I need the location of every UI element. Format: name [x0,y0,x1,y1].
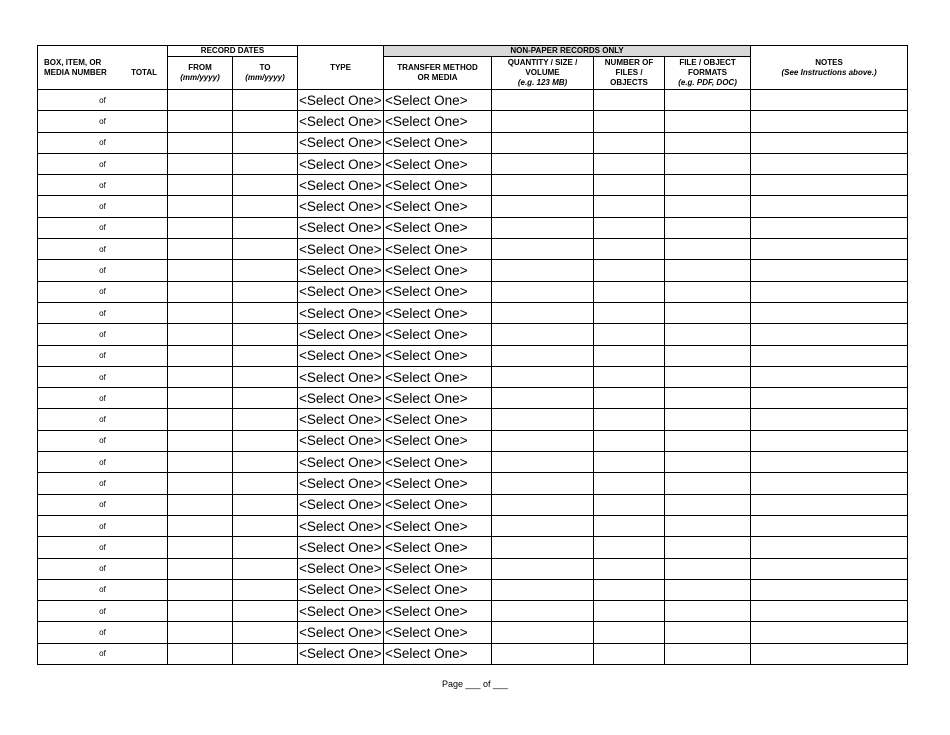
quantity-cell[interactable] [492,515,594,536]
formats-cell[interactable] [665,111,751,132]
type-select[interactable]: <Select One> [298,622,384,643]
from-date-cell[interactable] [168,153,233,174]
to-date-cell[interactable] [233,409,298,430]
table-row [38,579,908,600]
formats-cell[interactable] [665,302,751,323]
notes-cell[interactable] [751,473,908,494]
transfer-method-select[interactable]: <Select One> [384,366,492,387]
quantity-cell[interactable] [492,302,594,323]
type-select[interactable]: <Select One> [298,90,384,111]
transfer-method-select[interactable]: <Select One> [384,388,492,409]
quantity-cell[interactable] [492,153,594,174]
box-number-cell[interactable]: of [38,239,168,260]
quantity-cell[interactable] [492,260,594,281]
from-date-cell[interactable] [168,409,233,430]
notes-cell[interactable] [751,366,908,387]
formats-cell[interactable] [665,494,751,515]
type-select[interactable]: <Select One> [298,217,384,238]
num-files-cell[interactable] [594,196,665,217]
num-files-cell[interactable] [594,643,665,664]
from-date-cell[interactable] [168,260,233,281]
from-label: FROM [188,63,212,72]
to-date-cell[interactable] [233,239,298,260]
table-row [38,643,908,664]
formats-cell[interactable] [665,601,751,622]
box-number-cell[interactable]: of [38,601,168,622]
type-select[interactable]: <Select One> [298,111,384,132]
transfer-method-select[interactable]: <Select One> [384,409,492,430]
to-format: (mm/yyyy) [245,73,285,82]
table-row [38,153,908,174]
num-files-cell[interactable] [594,579,665,600]
box-number-cell[interactable]: of [38,494,168,515]
from-format: (mm/yyyy) [180,73,220,82]
non-paper-header: NON-PAPER RECORDS ONLY [384,46,751,57]
transfer-method-select[interactable]: <Select One> [384,515,492,536]
table-row [38,196,908,217]
transfer-method-select[interactable]: <Select One> [384,452,492,473]
from-date-cell[interactable] [168,217,233,238]
to-date-cell[interactable] [233,643,298,664]
box-number-cell[interactable]: of [38,324,168,345]
notes-sub: (See Instructions above.) [781,67,877,77]
transfer-method-select[interactable]: <Select One> [384,260,492,281]
type-select[interactable]: <Select One> [298,515,384,536]
formats-cell[interactable] [665,175,751,196]
to-date-cell[interactable] [233,622,298,643]
table-row [38,260,908,281]
from-date-cell[interactable] [168,643,233,664]
num-files-cell[interactable] [594,260,665,281]
from-date-cell[interactable] [168,324,233,345]
from-date-cell[interactable] [168,366,233,387]
from-date-cell[interactable] [168,430,233,451]
transfer-method-select[interactable]: <Select One> [384,217,492,238]
type-select[interactable]: <Select One> [298,537,384,558]
num-files-cell[interactable] [594,132,665,153]
notes-cell[interactable] [751,643,908,664]
from-date-cell[interactable] [168,601,233,622]
notes-cell[interactable] [751,324,908,345]
box-number-cell[interactable]: of [38,430,168,451]
table-row [38,366,908,387]
table-row [38,409,908,430]
num-files-cell[interactable] [594,494,665,515]
table-row [38,601,908,622]
formats-header [665,57,751,90]
from-date-cell[interactable] [168,90,233,111]
quantity-cell[interactable] [492,643,594,664]
from-date-cell[interactable] [168,132,233,153]
box-number-cell[interactable]: of [38,473,168,494]
num-files-cell[interactable] [594,281,665,302]
formats-cell[interactable] [665,409,751,430]
to-date-cell[interactable] [233,281,298,302]
record-dates-header: RECORD DATES [168,46,298,57]
box-number-cell[interactable]: of [38,260,168,281]
formats-cell[interactable] [665,260,751,281]
quantity-cell[interactable] [492,111,594,132]
notes-cell[interactable] [751,90,908,111]
formats-cell[interactable] [665,430,751,451]
type-select[interactable]: <Select One> [298,324,384,345]
type-select[interactable]: <Select One> [298,366,384,387]
table-row [38,302,908,323]
notes-cell[interactable] [751,111,908,132]
num-files-cell[interactable] [594,239,665,260]
type-select[interactable]: <Select One> [298,579,384,600]
to-date-cell[interactable] [233,175,298,196]
notes-cell[interactable] [751,345,908,366]
formats-cell[interactable] [665,153,751,174]
type-select[interactable]: <Select One> [298,558,384,579]
formats-label: FILE / OBJECT FORMATS [679,58,736,77]
type-select[interactable]: <Select One> [298,473,384,494]
formats-cell[interactable] [665,558,751,579]
to-date-cell[interactable] [233,260,298,281]
box-number-cell[interactable]: of [38,153,168,174]
notes-cell[interactable] [751,132,908,153]
to-date-cell[interactable] [233,558,298,579]
num-files-cell[interactable] [594,515,665,536]
quantity-cell[interactable] [492,579,594,600]
box-number-cell[interactable]: of [38,409,168,430]
quantity-cell[interactable] [492,558,594,579]
table-row [38,622,908,643]
formats-cell[interactable] [665,473,751,494]
transfer-method-select[interactable]: <Select One> [384,579,492,600]
transfer-method-select[interactable]: <Select One> [384,324,492,345]
to-date-cell[interactable] [233,494,298,515]
table-row [38,430,908,451]
transfer-method-select[interactable]: <Select One> [384,132,492,153]
notes-cell[interactable] [751,239,908,260]
transfer-method-select[interactable]: <Select One> [384,601,492,622]
total-label: TOTAL [131,67,157,77]
num-files-header: NUMBER OF FILES / OBJECTS [594,57,665,90]
notes-cell[interactable] [751,175,908,196]
to-date-cell[interactable] [233,217,298,238]
transfer-method-select[interactable]: <Select One> [384,302,492,323]
from-date-cell[interactable] [168,515,233,536]
notes-cell[interactable] [751,430,908,451]
notes-cell[interactable] [751,601,908,622]
box-number-cell[interactable]: of [38,388,168,409]
to-date-cell[interactable] [233,366,298,387]
notes-cell[interactable] [751,302,908,323]
num-files-cell[interactable] [594,302,665,323]
notes-cell[interactable] [751,558,908,579]
num-files-cell[interactable] [594,388,665,409]
notes-cell[interactable] [751,388,908,409]
page-number: Page ___ of ___ [441,679,509,689]
transfer-method-select[interactable]: <Select One> [384,473,492,494]
records-table [37,45,908,665]
num-files-cell[interactable] [594,153,665,174]
transfer-method-select[interactable]: <Select One> [384,430,492,451]
transfer-method-select[interactable]: <Select One> [384,239,492,260]
box-number-cell[interactable]: of [38,345,168,366]
num-files-cell[interactable] [594,558,665,579]
from-date-cell[interactable] [168,345,233,366]
table-row [38,324,908,345]
notes-cell[interactable] [751,409,908,430]
quantity-example: (e.g. 123 MB) [517,78,568,87]
formats-cell[interactable] [665,281,751,302]
quantity-cell[interactable] [492,452,594,473]
type-header: TYPE [298,46,384,90]
table-row [38,537,908,558]
to-date-cell[interactable] [233,537,298,558]
to-date-cell[interactable] [233,132,298,153]
num-files-cell[interactable] [594,537,665,558]
quantity-cell[interactable] [492,366,594,387]
box-number-cell[interactable]: of [38,643,168,664]
type-select[interactable]: <Select One> [298,388,384,409]
to-date-cell[interactable] [233,196,298,217]
from-date-cell[interactable] [168,494,233,515]
quantity-cell[interactable] [492,196,594,217]
transfer-method-select[interactable]: <Select One> [384,494,492,515]
from-date-cell[interactable] [168,558,233,579]
transfer-method-select[interactable]: <Select One> [384,643,492,664]
notes-cell[interactable] [751,515,908,536]
transfer-method-select[interactable]: <Select One> [384,90,492,111]
from-date-cell[interactable] [168,537,233,558]
box-label: BOX, ITEM, OR MEDIA NUMBER [44,57,107,77]
quantity-cell[interactable] [492,494,594,515]
from-date-cell[interactable] [168,473,233,494]
formats-cell[interactable] [665,366,751,387]
notes-header [751,46,908,90]
formats-cell[interactable] [665,515,751,536]
notes-cell[interactable] [751,537,908,558]
box-number-cell[interactable]: of [38,175,168,196]
box-number-cell[interactable]: of [38,90,168,111]
quantity-cell[interactable] [492,430,594,451]
from-date-cell[interactable] [168,302,233,323]
to-date-cell[interactable] [233,430,298,451]
type-select[interactable]: <Select One> [298,260,384,281]
formats-cell[interactable] [665,388,751,409]
formats-cell[interactable] [665,622,751,643]
quantity-cell[interactable] [492,90,594,111]
from-date-cell[interactable] [168,281,233,302]
box-number-cell[interactable]: of [38,622,168,643]
formats-cell[interactable] [665,452,751,473]
transfer-method-select[interactable]: <Select One> [384,153,492,174]
type-select[interactable]: <Select One> [298,302,384,323]
formats-cell[interactable] [665,90,751,111]
quantity-cell[interactable] [492,409,594,430]
box-number-cell[interactable]: of [38,537,168,558]
quantity-cell[interactable] [492,388,594,409]
transfer-method-select[interactable]: <Select One> [384,175,492,196]
formats-cell[interactable] [665,217,751,238]
table-row [38,239,908,260]
num-files-cell[interactable] [594,90,665,111]
type-select[interactable]: <Select One> [298,132,384,153]
box-number-cell[interactable]: of [38,196,168,217]
box-number-cell[interactable]: of [38,132,168,153]
table-row [38,281,908,302]
to-date-cell[interactable] [233,90,298,111]
quantity-cell[interactable] [492,473,594,494]
quantity-cell[interactable] [492,345,594,366]
notes-cell[interactable] [751,196,908,217]
from-date-cell[interactable] [168,579,233,600]
to-date-cell[interactable] [233,324,298,345]
transfer-method-select[interactable]: <Select One> [384,196,492,217]
transfer-method-select[interactable]: <Select One> [384,558,492,579]
transfer-method-select[interactable]: <Select One> [384,281,492,302]
from-date-cell[interactable] [168,388,233,409]
notes-cell[interactable] [751,452,908,473]
type-select[interactable]: <Select One> [298,153,384,174]
transfer-method-select[interactable]: <Select One> [384,622,492,643]
from-date-cell[interactable] [168,239,233,260]
table-row [38,515,908,536]
quantity-cell[interactable] [492,281,594,302]
quantity-label: QUANTITY / SIZE / VOLUME [507,58,578,77]
type-select[interactable]: <Select One> [298,239,384,260]
box-number-cell[interactable]: of [38,302,168,323]
box-number-header [38,46,168,90]
to-date-cell[interactable] [233,388,298,409]
box-number-cell[interactable]: of [38,558,168,579]
table-row [38,345,908,366]
notes-cell[interactable] [751,281,908,302]
box-number-cell[interactable]: of [38,217,168,238]
table-row [38,217,908,238]
quantity-cell[interactable] [492,132,594,153]
num-files-cell[interactable] [594,473,665,494]
type-select[interactable]: <Select One> [298,345,384,366]
table-row [38,132,908,153]
table-row [38,90,908,111]
notes-cell[interactable] [751,622,908,643]
notes-cell[interactable] [751,579,908,600]
from-header [168,57,233,90]
quantity-cell[interactable] [492,175,594,196]
transfer-method-select[interactable]: <Select One> [384,111,492,132]
to-header [233,57,298,90]
type-select[interactable]: <Select One> [298,409,384,430]
quantity-cell[interactable] [492,622,594,643]
notes-cell[interactable] [751,217,908,238]
box-number-cell[interactable]: of [38,366,168,387]
quantity-cell[interactable] [492,217,594,238]
to-date-cell[interactable] [233,452,298,473]
formats-cell[interactable] [665,537,751,558]
notes-cell[interactable] [751,153,908,174]
quantity-cell[interactable] [492,239,594,260]
from-date-cell[interactable] [168,111,233,132]
box-number-cell[interactable]: of [38,579,168,600]
num-files-cell[interactable] [594,601,665,622]
quantity-cell[interactable] [492,601,594,622]
quantity-cell[interactable] [492,537,594,558]
formats-cell[interactable] [665,345,751,366]
formats-cell[interactable] [665,324,751,345]
from-date-cell[interactable] [168,622,233,643]
transfer-method-select[interactable]: <Select One> [384,537,492,558]
to-label: TO [259,63,271,72]
box-number-cell[interactable]: of [38,515,168,536]
quantity-cell[interactable] [492,324,594,345]
formats-cell[interactable] [665,239,751,260]
quantity-header [492,57,594,90]
num-files-cell[interactable] [594,622,665,643]
from-date-cell[interactable] [168,196,233,217]
box-number-cell[interactable]: of [38,281,168,302]
formats-cell[interactable] [665,196,751,217]
notes-cell[interactable] [751,260,908,281]
box-number-cell[interactable]: of [38,452,168,473]
num-files-cell[interactable] [594,324,665,345]
type-select[interactable]: <Select One> [298,281,384,302]
table-row [38,175,908,196]
to-date-cell[interactable] [233,111,298,132]
to-date-cell[interactable] [233,579,298,600]
table-row [38,558,908,579]
type-select[interactable]: <Select One> [298,175,384,196]
from-date-cell[interactable] [168,452,233,473]
transfer-header: TRANSFER METHOD OR MEDIA [384,57,492,90]
type-select[interactable]: <Select One> [298,643,384,664]
num-files-cell[interactable] [594,175,665,196]
table-row [38,388,908,409]
num-files-cell[interactable] [594,345,665,366]
box-number-cell[interactable]: of [38,111,168,132]
to-date-cell[interactable] [233,473,298,494]
type-select[interactable]: <Select One> [298,452,384,473]
table-row [38,111,908,132]
num-files-cell[interactable] [594,409,665,430]
to-date-cell[interactable] [233,302,298,323]
formats-cell[interactable] [665,132,751,153]
num-files-cell[interactable] [594,366,665,387]
formats-example: (e.g. PDF, DOC) [678,78,737,87]
to-date-cell[interactable] [233,153,298,174]
table-row [38,452,908,473]
type-select[interactable]: <Select One> [298,430,384,451]
table-row [38,473,908,494]
to-date-cell[interactable] [233,345,298,366]
notes-cell[interactable] [751,494,908,515]
num-files-cell[interactable] [594,452,665,473]
notes-label: NOTES [815,57,843,67]
to-date-cell[interactable] [233,601,298,622]
from-date-cell[interactable] [168,175,233,196]
table-row [38,494,908,515]
formats-cell[interactable] [665,643,751,664]
formats-cell[interactable] [665,579,751,600]
type-select[interactable]: <Select One> [298,494,384,515]
to-date-cell[interactable] [233,515,298,536]
type-select[interactable]: <Select One> [298,601,384,622]
transfer-method-select[interactable]: <Select One> [384,345,492,366]
num-files-cell[interactable] [594,111,665,132]
num-files-cell[interactable] [594,430,665,451]
type-select[interactable]: <Select One> [298,196,384,217]
num-files-cell[interactable] [594,217,665,238]
